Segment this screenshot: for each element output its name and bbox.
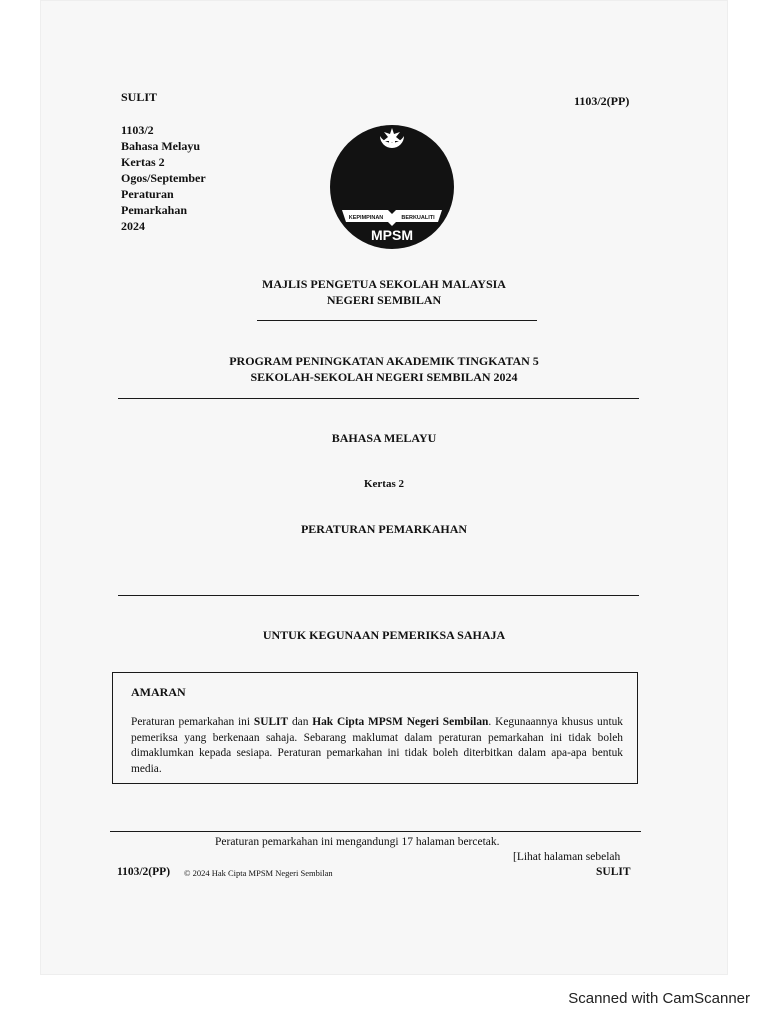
document-code-top: 1103/2(PP)	[574, 94, 630, 108]
document-type-title: PERATURAN PEMARKAHAN	[300, 522, 468, 536]
warning-text-part1: Peraturan pemarkahan ini	[131, 716, 254, 728]
warning-title: AMARAN	[131, 685, 186, 699]
organization-line1: MAJLIS PENGETUA SEKOLAH MALAYSIA	[262, 277, 506, 291]
organization-line2: NEGERI SEMBILAN	[326, 293, 442, 307]
warning-text-part3: . Kegunaannya khusus untuk pemeriksa yang berkenaan sahaja. Sebarang maklumat dalam peraturan pemarkahan ini tidak boleh dimaklumkan kepada sesiapa. Peraturan pemarkahan ini tidak boleh diterbitkan dalam apa-apa bentuk media.	[131, 716, 624, 775]
classification-top: SULIT	[121, 90, 158, 104]
page-count-note: Peraturan pemarkahan ini mengandungi 17 halaman bercetak.	[215, 836, 500, 848]
divider-program	[118, 398, 639, 399]
organization-heading	[0, 276, 768, 308]
logo-ribbon-left: KEPIMPINAN	[348, 215, 384, 221]
logo-ribbon-right: BERKUALITI	[401, 215, 435, 221]
examiner-note: UNTUK KEGUNAAN PEMERIKSA SAHAJA	[262, 628, 506, 642]
paper-info-block	[121, 122, 206, 234]
info-type-line1: Peraturan	[121, 187, 174, 201]
paper-title: Kertas 2	[363, 478, 404, 490]
warning-copyright-owner: Hak Cipta MPSM Negeri Sembilan	[312, 716, 489, 728]
warning-text-part2: dan	[288, 716, 313, 728]
subject-title: BAHASA MELAYU	[331, 431, 437, 445]
mpsm-logo	[328, 122, 456, 252]
program-line2: SEKOLAH-SEKOLAH NEGERI SEMBILAN 2024	[250, 370, 518, 384]
warning-text	[131, 715, 623, 777]
footer-code: 1103/2(PP)	[117, 866, 171, 878]
turn-page-note: [Lihat halaman sebelah	[513, 851, 621, 863]
divider-footer	[110, 831, 641, 832]
program-heading	[0, 353, 768, 385]
footer-copyright: © 2024 Hak Cipta MPSM Negeri Sembilan	[184, 868, 333, 878]
divider-organization	[257, 320, 537, 321]
info-code: 1103/2	[121, 123, 154, 137]
warning-sulit: SULIT	[253, 716, 289, 728]
warning-box	[112, 672, 638, 784]
classification-bottom: SULIT	[596, 866, 631, 878]
info-subject: Bahasa Melayu	[121, 139, 201, 153]
info-type-line2: Pemarkahan	[121, 203, 187, 217]
divider-title	[118, 595, 639, 596]
info-year: 2024	[121, 219, 145, 233]
info-month: Ogos/September	[121, 171, 206, 185]
info-paper: Kertas 2	[121, 155, 165, 169]
scanner-watermark: Scanned with CamScanner	[568, 990, 750, 1007]
logo-acronym: MPSM	[371, 227, 413, 243]
program-line1: PROGRAM PENINGKATAN AKADEMIK TINGKATAN 5	[229, 354, 539, 368]
